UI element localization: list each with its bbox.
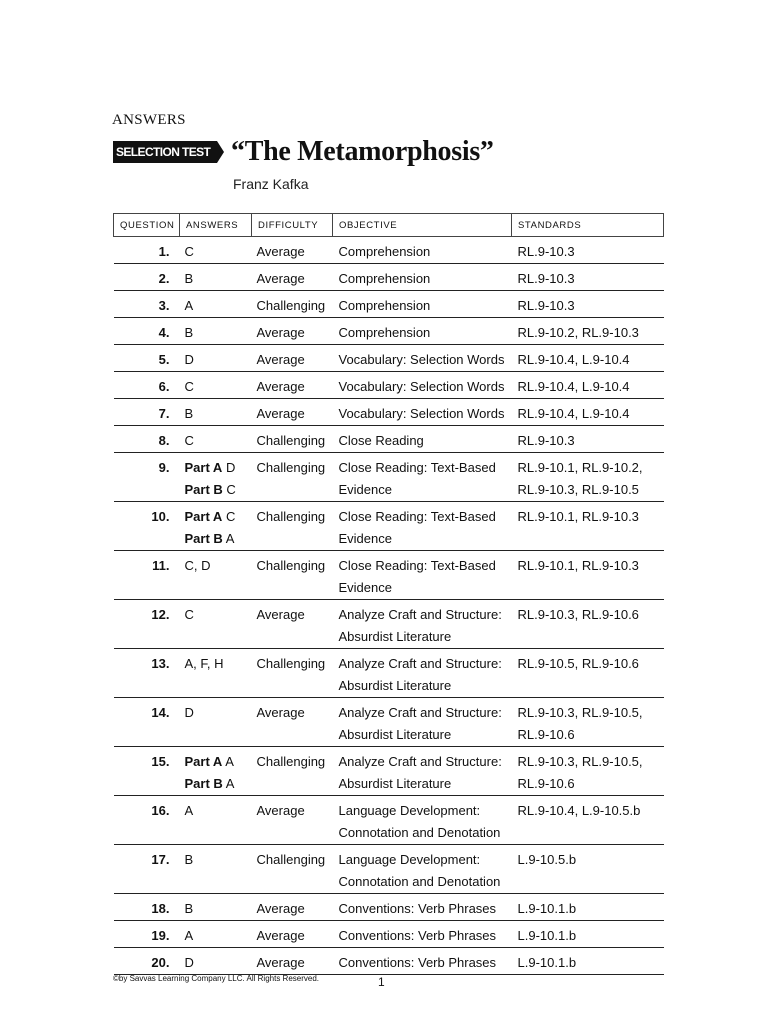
- standards-line: RL.9-10.3, RL.9-10.5,: [517, 754, 643, 769]
- objective-line: Conventions: Verb Phrases: [338, 955, 497, 970]
- question-number-value: 18: [151, 901, 166, 916]
- question-number-value: 19: [151, 928, 166, 943]
- standards-line: RL.9-10.4, L.9-10.4: [517, 406, 630, 421]
- answer-cell: [180, 649, 252, 698]
- objective-line: Analyze Craft and Structure:: [338, 656, 502, 671]
- standards-cell: [512, 600, 664, 649]
- objective-cell: [333, 921, 512, 948]
- answer-cell: [180, 453, 252, 502]
- table-row: [114, 948, 664, 975]
- difficulty-cell: Average: [252, 372, 333, 399]
- difficulty-cell: Average: [252, 921, 333, 948]
- difficulty-cell: Challenging: [252, 551, 333, 600]
- standards-cell: [512, 345, 664, 372]
- question-number: [114, 237, 180, 264]
- question-number-period: .: [165, 901, 170, 916]
- objective-cell: [333, 426, 512, 453]
- objective-cell: [333, 600, 512, 649]
- question-number-value: 20: [151, 955, 166, 970]
- answer-line: [185, 457, 252, 479]
- standards-line: RL.9-10.6: [517, 776, 575, 791]
- answer-part-label: Part A: [184, 460, 223, 475]
- standards-cell: [512, 894, 664, 921]
- answer-value: B: [184, 406, 194, 421]
- standards-cell: [512, 318, 664, 345]
- answer-value: C, D: [184, 558, 211, 573]
- answer-cell: [180, 502, 252, 551]
- answer-cell: [180, 345, 252, 372]
- table-row: [114, 426, 664, 453]
- answer-value: D: [184, 705, 194, 720]
- badge-arrow-icon: [217, 141, 224, 163]
- objective-line: Evidence: [338, 482, 392, 497]
- question-number: [114, 845, 180, 894]
- objective-cell: [333, 894, 512, 921]
- answer-cell: [180, 894, 252, 921]
- standards-cell: [512, 372, 664, 399]
- objective-line: Absurdist Literature: [338, 629, 452, 644]
- answer-value: B: [184, 271, 194, 286]
- objective-line: Comprehension: [338, 325, 431, 340]
- standards-line: RL.9-10.3, RL.9-10.5,: [517, 705, 643, 720]
- question-number-value: 17: [151, 852, 166, 867]
- table-row: [114, 649, 664, 698]
- table-row: [114, 894, 664, 921]
- objective-cell: [333, 453, 512, 502]
- page-title: “The Metamorphosis”: [231, 136, 494, 167]
- standards-cell: [512, 747, 664, 796]
- difficulty-cell: Average: [252, 894, 333, 921]
- answer-cell: [180, 318, 252, 345]
- question-number-period: .: [165, 656, 170, 671]
- difficulty-cell: Average: [252, 698, 333, 747]
- answer-value: A: [184, 928, 194, 943]
- question-number: [114, 318, 180, 345]
- question-number-period: .: [165, 754, 170, 769]
- question-number: [114, 948, 180, 975]
- objective-line: Conventions: Verb Phrases: [338, 901, 497, 916]
- objective-cell: [333, 345, 512, 372]
- question-number-value: 8: [158, 433, 166, 448]
- table-row: [114, 318, 664, 345]
- question-number: [114, 551, 180, 600]
- standards-cell: [512, 921, 664, 948]
- answer-value: A: [225, 531, 235, 546]
- objective-line: Close Reading: Text-Based: [338, 460, 496, 475]
- question-number-period: .: [165, 406, 170, 421]
- objective-line: Absurdist Literature: [338, 678, 452, 693]
- standards-cell: [512, 399, 664, 426]
- answer-cell: [180, 264, 252, 291]
- table-row: [114, 345, 664, 372]
- difficulty-cell: Challenging: [252, 649, 333, 698]
- table-row: [114, 796, 664, 845]
- standards-line: RL.9-10.3: [517, 271, 575, 286]
- answer-value: C: [184, 244, 194, 259]
- standards-line: RL.9-10.4, L.9-10.4: [517, 352, 630, 367]
- standards-cell: [512, 551, 664, 600]
- answer-value: C: [184, 379, 194, 394]
- question-number: [114, 796, 180, 845]
- table-row: [114, 747, 664, 796]
- objective-line: Analyze Craft and Structure:: [338, 754, 502, 769]
- difficulty-cell: Challenging: [252, 453, 333, 502]
- answer-cell: [180, 796, 252, 845]
- answer-line: [185, 528, 252, 550]
- standards-cell: [512, 426, 664, 453]
- objective-cell: [333, 399, 512, 426]
- answer-cell: [180, 372, 252, 399]
- standards-line: RL.9-10.6: [517, 727, 575, 742]
- standards-line: L.9-10.5.b: [517, 852, 577, 867]
- question-number-period: .: [165, 271, 170, 286]
- column-header-answers: ANSWERS: [180, 214, 252, 237]
- answers-table-body: [114, 237, 664, 975]
- question-number-period: .: [165, 852, 170, 867]
- answer-value: D: [225, 460, 236, 475]
- difficulty-cell: Average: [252, 796, 333, 845]
- question-number: [114, 502, 180, 551]
- table-row: [114, 698, 664, 747]
- question-number-period: .: [165, 558, 170, 573]
- answer-line: [185, 751, 252, 773]
- standards-line: RL.9-10.3, RL.9-10.6: [517, 607, 639, 622]
- answer-value: B: [184, 901, 194, 916]
- question-number-value: 13: [151, 656, 166, 671]
- question-number-period: .: [165, 705, 170, 720]
- question-number-period: .: [165, 803, 170, 818]
- difficulty-cell: Challenging: [252, 426, 333, 453]
- objective-cell: [333, 845, 512, 894]
- column-header-difficulty: DIFFICULTY: [252, 214, 333, 237]
- question-number-value: 11: [152, 558, 166, 573]
- table-row: [114, 502, 664, 551]
- question-number-value: 2: [158, 271, 166, 286]
- difficulty-cell: Average: [252, 600, 333, 649]
- objective-line: Evidence: [338, 580, 392, 595]
- table-row: [114, 845, 664, 894]
- question-number-value: 4: [158, 325, 166, 340]
- answer-line: [185, 506, 252, 528]
- answer-value: A: [184, 298, 194, 313]
- standards-cell: [512, 698, 664, 747]
- column-header-question: QUESTION: [114, 214, 180, 237]
- copyright-notice: ©by Savvas Learning Company LLC. All Rights Reserved.: [113, 974, 319, 983]
- standards-line: RL.9-10.2, RL.9-10.3: [517, 325, 639, 340]
- answer-part-label: Part B: [184, 482, 223, 497]
- standards-line: RL.9-10.1, RL.9-10.3: [517, 558, 639, 573]
- objective-line: Comprehension: [338, 244, 431, 259]
- question-number-period: .: [165, 955, 170, 970]
- answer-value: C: [226, 482, 236, 497]
- objective-cell: [333, 264, 512, 291]
- standards-cell: [512, 502, 664, 551]
- question-number: [114, 453, 180, 502]
- question-number-value: 7: [158, 406, 166, 421]
- objective-line: Analyze Craft and Structure:: [338, 705, 502, 720]
- difficulty-cell: Average: [252, 948, 333, 975]
- standards-cell: [512, 796, 664, 845]
- standards-cell: [512, 237, 664, 264]
- answer-cell: [180, 551, 252, 600]
- question-number-value: 5: [158, 352, 166, 367]
- standards-cell: [512, 291, 664, 318]
- difficulty-cell: Challenging: [252, 747, 333, 796]
- difficulty-cell: Average: [252, 318, 333, 345]
- objective-line: Language Development:: [338, 852, 481, 867]
- objective-cell: [333, 948, 512, 975]
- question-number-period: .: [165, 607, 170, 622]
- standards-cell: [512, 649, 664, 698]
- objective-cell: [333, 551, 512, 600]
- table-row: [114, 291, 664, 318]
- answer-line: [185, 773, 252, 795]
- question-number-period: .: [165, 298, 170, 313]
- table-row: [114, 453, 664, 502]
- question-number-value: 9: [158, 460, 166, 475]
- standards-line: L.9-10.1.b: [517, 901, 577, 916]
- answer-value: D: [184, 955, 194, 970]
- answer-value: B: [184, 325, 194, 340]
- objective-cell: [333, 747, 512, 796]
- question-number: [114, 921, 180, 948]
- standards-line: RL.9-10.3: [517, 433, 575, 448]
- question-number: [114, 600, 180, 649]
- standards-line: RL.9-10.5, RL.9-10.6: [517, 656, 639, 671]
- standards-line: RL.9-10.4, L.9-10.5.b: [517, 803, 641, 818]
- answer-line: [185, 479, 252, 501]
- question-number: [114, 264, 180, 291]
- standards-cell: [512, 264, 664, 291]
- answer-value: D: [184, 352, 194, 367]
- question-number-value: 15: [151, 754, 166, 769]
- standards-line: RL.9-10.3, RL.9-10.5: [517, 482, 639, 497]
- objective-line: Connotation and Denotation: [338, 825, 501, 840]
- table-row: [114, 372, 664, 399]
- difficulty-cell: Challenging: [252, 845, 333, 894]
- answer-part-label: Part A: [184, 754, 223, 769]
- standards-line: RL.9-10.1, RL.9-10.2,: [517, 460, 643, 475]
- objective-line: Close Reading: [338, 433, 424, 448]
- question-number-value: 1: [158, 244, 166, 259]
- objective-line: Close Reading: Text-Based: [338, 509, 496, 524]
- objective-cell: [333, 698, 512, 747]
- objective-cell: [333, 796, 512, 845]
- answer-value: C: [184, 607, 194, 622]
- standards-line: RL.9-10.1, RL.9-10.3: [517, 509, 639, 524]
- question-number-value: 12: [151, 607, 166, 622]
- difficulty-cell: Challenging: [252, 502, 333, 551]
- column-header-objective: OBJECTIVE: [333, 214, 512, 237]
- answer-value: A, F, H: [184, 656, 224, 671]
- answer-cell: [180, 948, 252, 975]
- objective-line: Comprehension: [338, 298, 431, 313]
- table-row: [114, 551, 664, 600]
- objective-line: Absurdist Literature: [338, 776, 452, 791]
- objective-line: Conventions: Verb Phrases: [338, 928, 497, 943]
- question-number: [114, 747, 180, 796]
- objective-line: Analyze Craft and Structure:: [338, 607, 502, 622]
- difficulty-cell: Average: [252, 237, 333, 264]
- table-row: [114, 399, 664, 426]
- question-number-period: .: [165, 352, 170, 367]
- question-number-period: .: [165, 460, 170, 475]
- answer-value: B: [184, 852, 194, 867]
- answer-value: A: [225, 776, 235, 791]
- objective-cell: [333, 372, 512, 399]
- question-number-period: .: [165, 928, 170, 943]
- question-number: [114, 291, 180, 318]
- table-row: [114, 237, 664, 264]
- answer-cell: [180, 921, 252, 948]
- column-header-standards: STANDARDS: [512, 214, 664, 237]
- question-number: [114, 372, 180, 399]
- standards-line: L.9-10.1.b: [517, 928, 577, 943]
- objective-cell: [333, 291, 512, 318]
- answer-part-label: Part B: [184, 531, 223, 546]
- answer-cell: [180, 600, 252, 649]
- answer-value: A: [184, 803, 194, 818]
- objective-cell: [333, 237, 512, 264]
- question-number: [114, 649, 180, 698]
- objective-line: Connotation and Denotation: [338, 874, 501, 889]
- objective-line: Language Development:: [338, 803, 481, 818]
- table-row: [114, 264, 664, 291]
- question-number-period: .: [165, 379, 170, 394]
- difficulty-cell: Average: [252, 399, 333, 426]
- question-number-period: .: [165, 509, 170, 524]
- table-row: [114, 921, 664, 948]
- answer-value: A: [225, 754, 234, 769]
- objective-line: Vocabulary: Selection Words: [338, 352, 505, 367]
- question-number-value: 3: [158, 298, 166, 313]
- author-name: Franz Kafka: [233, 176, 309, 192]
- objective-line: Comprehension: [338, 271, 431, 286]
- objective-line: Evidence: [338, 531, 392, 546]
- answer-cell: [180, 237, 252, 264]
- objective-cell: [333, 649, 512, 698]
- standards-cell: [512, 948, 664, 975]
- objective-line: Vocabulary: Selection Words: [338, 379, 505, 394]
- answer-part-label: Part A: [184, 509, 223, 524]
- answer-cell: [180, 399, 252, 426]
- answers-table: [113, 213, 664, 975]
- answer-part-label: Part B: [184, 776, 223, 791]
- selection-test-badge: SELECTION TEST: [113, 141, 217, 163]
- question-number-value: 6: [158, 379, 166, 394]
- question-number: [114, 894, 180, 921]
- question-number: [114, 345, 180, 372]
- objective-line: Vocabulary: Selection Words: [338, 406, 505, 421]
- difficulty-cell: Average: [252, 345, 333, 372]
- answer-value: C: [225, 509, 236, 524]
- objective-cell: [333, 502, 512, 551]
- answer-cell: [180, 426, 252, 453]
- question-number-period: .: [165, 433, 170, 448]
- question-number-value: 10: [151, 509, 166, 524]
- standards-cell: [512, 453, 664, 502]
- answer-cell: [180, 845, 252, 894]
- table-row: [114, 600, 664, 649]
- answer-cell: [180, 747, 252, 796]
- answer-cell: [180, 291, 252, 318]
- answer-value: C: [184, 433, 194, 448]
- section-label: ANSWERS: [112, 112, 186, 128]
- table-header-row: [114, 214, 664, 237]
- page-number: 1: [378, 975, 385, 989]
- answer-cell: [180, 698, 252, 747]
- question-number-period: .: [165, 244, 170, 259]
- standards-line: RL.9-10.3: [517, 244, 575, 259]
- difficulty-cell: Challenging: [252, 291, 333, 318]
- question-number: [114, 698, 180, 747]
- question-number: [114, 399, 180, 426]
- objective-line: Absurdist Literature: [338, 727, 452, 742]
- standards-line: RL.9-10.4, L.9-10.4: [517, 379, 630, 394]
- question-number-value: 16: [151, 803, 166, 818]
- objective-line: Close Reading: Text-Based: [338, 558, 496, 573]
- standards-line: RL.9-10.3: [517, 298, 575, 313]
- difficulty-cell: Average: [252, 264, 333, 291]
- standards-cell: [512, 845, 664, 894]
- question-number-period: .: [165, 325, 170, 340]
- objective-cell: [333, 318, 512, 345]
- standards-line: L.9-10.1.b: [517, 955, 577, 970]
- question-number-value: 14: [151, 705, 166, 720]
- question-number: [114, 426, 180, 453]
